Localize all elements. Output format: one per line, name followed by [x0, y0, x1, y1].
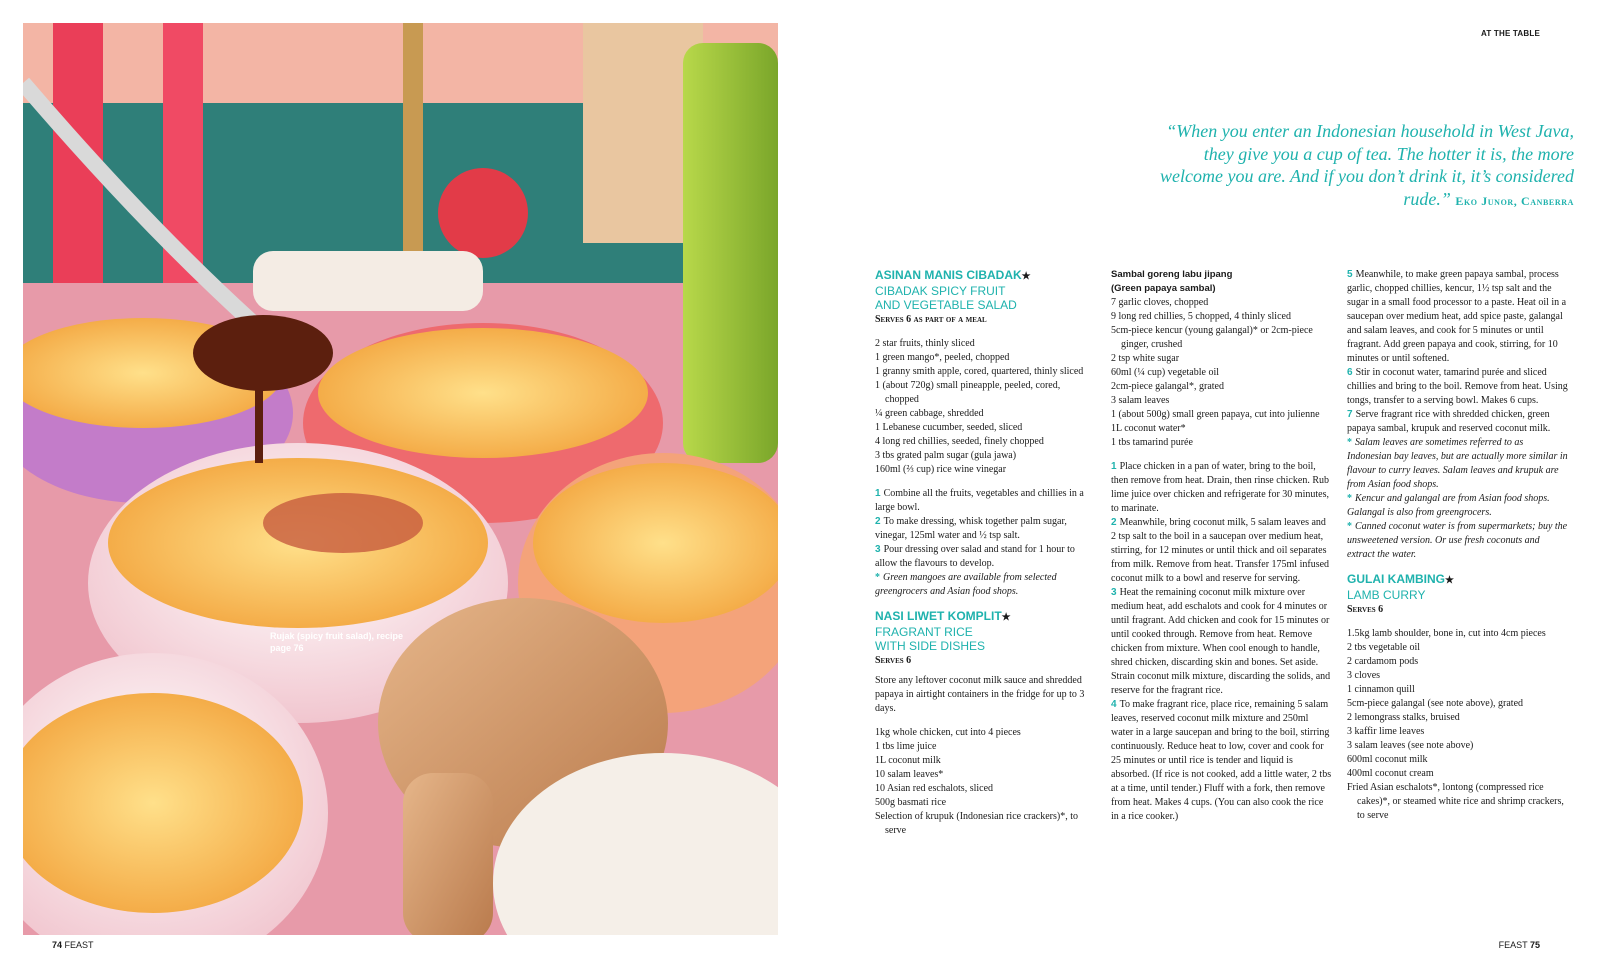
ingredient: 1 tbs tamarind purée: [1111, 437, 1193, 448]
recipe2-step: 6 Stir in coconut water, tamarind purée and sliced chillies and bring to the boil. Remove from heat. Using tongs, transfer to a serving bowl. Makes 6 cups.: [1347, 367, 1568, 406]
recipe1-serves: Serves 6 as part of a meal: [875, 314, 987, 325]
ingredient: 2cm-piece galangal*, grated: [1111, 381, 1224, 392]
ingredient: 10 Asian red eschalots, sliced: [875, 783, 994, 794]
recipe1-ingredients: [875, 337, 1090, 477]
pull-quote-attribution: Eko Junor, Canberra: [1455, 193, 1574, 208]
recipe2-note: * Kencur and galangal are from Asian food shops. Galangal is also from greengrocers.: [1347, 493, 1550, 518]
recipe2-subtitle-2: WITH SIDE DISHES: [875, 639, 986, 653]
recipe1-title: ASINAN MANIS CIBADAK★: [875, 268, 1031, 282]
ingredient: 400ml coconut cream: [1347, 768, 1434, 779]
ingredient: 1L coconut milk: [875, 755, 941, 766]
star-icon: ★: [1021, 271, 1031, 282]
folio-left: [52, 940, 94, 950]
ingredient: 2 cardamom pods: [1347, 656, 1419, 667]
folio-right: [1499, 940, 1540, 950]
recipe2-step: 5 Meanwhile, to make green papaya sambal, process garlic, chopped chillies, kencur, 1½ tsp salt and the sugar in a small food processor to a paste. Heat oil in a saucepan over medium heat, add spice paste, galangal and salam leaves, and cook for 5 minutes or until fragrant. Add green papaya and cook, stirring, for 10 minutes or until softened.: [1347, 269, 1567, 364]
recipe2-step: 2 Meanwhile, bring coconut milk, 5 salam leaves and 2 tsp salt to the boil in a saucepan over medium heat, stirring, for 12 minutes or until thick and oil separates from milk. Remove from heat. Transfer 175ml infused coconut milk to a bowl and reserve for serving.: [1111, 517, 1330, 584]
ingredient: 3 kaffir lime leaves: [1347, 726, 1425, 737]
ingredient: ¼ green cabbage, shredded: [875, 408, 984, 419]
food-photo: [23, 23, 778, 935]
recipe3-serves: Serves 6: [1347, 604, 1384, 615]
ingredient: Selection of krupuk (Indonesian rice crackers)*, to serve: [875, 811, 1078, 836]
recipe-column-3: [1347, 268, 1569, 833]
recipe1-step: 1 Combine all the fruits, vegetables and chillies in a large bowl.: [875, 488, 1084, 513]
star-icon: ★: [1445, 575, 1454, 586]
ingredient: 3 salam leaves (see note above): [1347, 740, 1474, 751]
ingredient: 10 salam leaves*: [875, 769, 944, 780]
ingredient: 160ml (⅔ cup) rice wine vinegar: [875, 464, 1007, 475]
ingredient: 2 star fruits, thinly sliced: [875, 338, 975, 349]
recipe2-intro: Store any leftover coconut milk sauce and shredded papaya in airtight containers in the fridge for up to 3 days.: [875, 675, 1085, 714]
recipe1-subtitle-2: AND VEGETABLE SALAD: [875, 298, 1017, 312]
ingredient: 1 (about 720g) small pineapple, peeled, cored, chopped: [875, 380, 1061, 405]
recipe2-ingredients: [875, 726, 1090, 838]
sambal-heading: Sambal goreng labu jipang: [1111, 269, 1233, 280]
recipe1-note: * Green mangoes are available from selected greengrocers and Asian food shops.: [875, 572, 1057, 597]
recipe-column-1: [875, 268, 1090, 848]
recipe3-subtitle: LAMB CURRY: [1347, 588, 1426, 602]
recipe2-title: NASI LIWET KOMPLIT★: [875, 609, 1011, 623]
ingredient: 1 green mango*, peeled, chopped: [875, 352, 1010, 363]
recipe2-step: 3 Heat the remaining coconut milk mixture over medium heat, add eschalots and cook for 4 minutes or until fragrant. Add chicken and cook for 15 minutes or until cooked through. Remove from heat. Remove chicken from mixture. When cool enough to handle, shred chicken, discarding skin and bones. Set aside. Strain coconut milk mixture, discarding the solids, and reserve for the fragrant rice.: [1111, 587, 1331, 696]
recipe-column-2: [1111, 268, 1333, 824]
recipe3-ingredients: [1347, 627, 1569, 823]
recipe1-step: 2 To make dressing, whisk together palm sugar, vinegar, 125ml water and ½ tsp salt.: [875, 516, 1067, 541]
recipe3-title: GULAI KAMBING★: [1347, 572, 1454, 586]
ingredient: 1 Lebanese cucumber, seeded, sliced: [875, 422, 1023, 433]
recipe1-subtitle-1: CIBADAK SPICY FRUIT: [875, 284, 1006, 298]
ingredient: 2 tbs vegetable oil: [1347, 642, 1421, 653]
magazine-name-right: FEAST: [1498, 940, 1528, 950]
photo-caption: Rujak (spicy fruit salad), recipe page 76: [270, 631, 404, 653]
recipe2-note: * Salam leaves are sometimes referred to as Indonesian bay leaves, but are actually more similar in flavour to curry leaves. Salam leaves and krupuk are from Asian food shops.: [1347, 437, 1568, 490]
ingredient: 600ml coconut milk: [1347, 754, 1428, 765]
magazine-name-left: FEAST: [64, 940, 94, 950]
ingredient: 1 granny smith apple, cored, quartered, thinly sliced: [875, 366, 1084, 377]
recipe2-subtitle-1: FRAGRANT RICE: [875, 625, 973, 639]
ingredient: 3 cloves: [1347, 670, 1381, 681]
ingredient: 3 tbs grated palm sugar (gula jawa): [875, 450, 1017, 461]
star-icon: ★: [1001, 612, 1011, 623]
recipe1-step: 3 Pour dressing over salad and stand for 1 hour to allow the flavours to develop.: [875, 544, 1075, 569]
sambal-ingredients: [1111, 296, 1333, 450]
page-number-right: 75: [1529, 940, 1540, 950]
ingredient: 5cm-piece kencur (young galangal)* or 2cm-piece ginger, crushed: [1111, 325, 1313, 350]
food-photo-illustration: [23, 23, 778, 935]
recipe2-note: * Canned coconut water is from supermarkets; buy the unsweetened version. Or use fresh coconuts and extract the water.: [1347, 521, 1568, 560]
ingredient: 500g basmati rice: [875, 797, 947, 808]
ingredient: 1 (about 500g) small green papaya, cut into julienne: [1111, 409, 1320, 420]
ingredient: 1kg whole chicken, cut into 4 pieces: [875, 727, 1021, 738]
ingredient: Fried Asian eschalots*, lontong (compressed rice cakes)*, or steamed white rice and shrimp crackers, to serve: [1347, 782, 1564, 821]
recipe2-step: 1 Place chicken in a pan of water, bring to the boil, then remove from heat. Drain, then rinse chicken. Rub lime juice over chicken and refrigerate for 30 minutes, to marinate.: [1111, 461, 1329, 514]
section-tag: AT THE TABLE: [1481, 29, 1540, 38]
ingredient: 9 long red chillies, 5 chopped, 4 thinly sliced: [1111, 311, 1291, 322]
ingredient: 1 tbs lime juice: [875, 741, 937, 752]
ingredient: 2 lemongrass stalks, bruised: [1347, 712, 1460, 723]
ingredient: 2 tsp white sugar: [1111, 353, 1180, 364]
pull-quote-text: “When you enter an Indonesian household in West Java, they give you a cup of tea. The hotter it is, the more welcome you are. And if you don’t drink it, it’s considered rude.”: [1160, 121, 1574, 209]
ingredient: 1 cinnamon quill: [1347, 684, 1415, 695]
ingredient: 3 salam leaves: [1111, 395, 1170, 406]
recipe2-step: 4 To make fragrant rice, place rice, remaining 5 salam leaves, reserved coconut milk mixture and 250ml water in a large saucepan and bring to the boil, stirring continuously. Reduce heat to low, cover and cook for 25 minutes or until rice is tender and liquid is absorbed. (If rice is not cooked, add a little water, 2 tbs at a time, until tender.) Fluff with a fork, then remove from heat. Makes 4 cups. (You can also cook the rice in a rice cooker.): [1111, 699, 1332, 822]
sambal-subheading: (Green papaya sambal): [1111, 283, 1216, 294]
ingredient: 1L coconut water*: [1111, 423, 1186, 434]
ingredient: 4 long red chillies, seeded, finely chopped: [875, 436, 1044, 447]
page-number-left: 74: [52, 940, 63, 950]
ingredient: 60ml (¼ cup) vegetable oil: [1111, 367, 1220, 378]
ingredient: 7 garlic cloves, chopped: [1111, 297, 1209, 308]
recipe2-serves: Serves 6: [875, 655, 912, 666]
ingredient: 1.5kg lamb shoulder, bone in, cut into 4cm pieces: [1347, 628, 1546, 639]
ingredient: 5cm-piece galangal (see note above), grated: [1347, 698, 1524, 709]
pull-quote: [1150, 120, 1574, 212]
recipe2-step: 7 Serve fragrant rice with shredded chicken, green papaya sambal, krupuk and reserved coconut milk.: [1347, 409, 1551, 434]
